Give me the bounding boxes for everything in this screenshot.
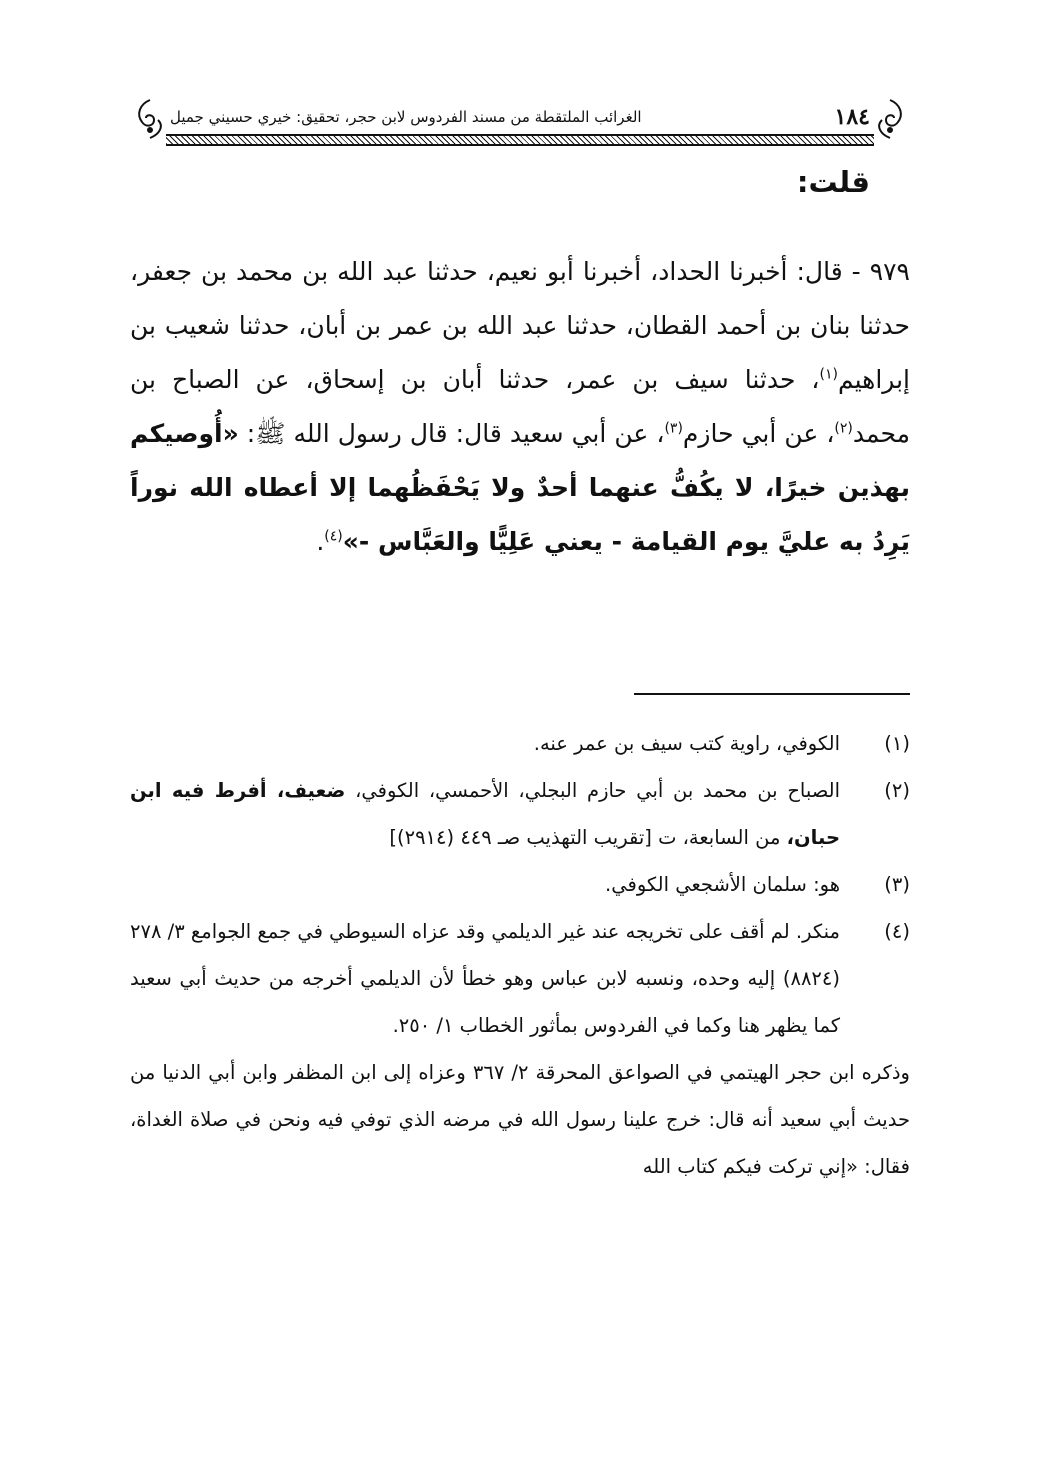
page-number: ١٨٤ (834, 104, 870, 130)
footnote-text: هو: سلمان الأشجعي الكوفي. (605, 873, 840, 896)
footnote-number: (٤) (884, 920, 910, 943)
footnote-number: (٣) (884, 873, 910, 896)
footnote-item (130, 908, 910, 1049)
footnote-ref-3[interactable]: (٣) (664, 420, 683, 437)
matn-text: «أُوصيكم بهذين خيرًا، لا يكُفُّ عنهما أحدٌ ولا يَحْفَظُهما إلا أعطاه الله نوراً يَرِدُ به عليَّ يوم القيامة - يعني عَلِيًّا والعَبَّاس -» (130, 419, 910, 556)
isnad-text-3: ، عن أبي حازم (682, 419, 835, 448)
running-title: الغرائب الملتقطة من مسند الفردوس لابن حجر، تحقيق: خيري حسيني جميل (170, 108, 642, 126)
isnad-text-2: ، حدثنا سيف بن عمر، حدثنا أبان بن إسحاق، عن الصباح بن محمد (130, 365, 910, 448)
page-header (130, 96, 910, 150)
footnotes (130, 720, 910, 1190)
footnote-number: (١) (884, 732, 910, 755)
footnote-text: الكوفي، راوية كتب سيف بن عمر عنه. (533, 732, 840, 755)
footnote-separator (634, 693, 910, 695)
footnote-text: منكر. لم أقف على تخريجه عند غير الديلمي وقد عزاه السيوطي في جمع الجوامع ٣/ ٢٧٨ (٨٨٢٤) إليه وحده، ونسبه لابن عباس وهو خطأ لأن الديلمي أخرجه من حديث أبي سعيد كما يظهر هنا وكما في الفردوس بمأثور الخطاب ١/ ٢٥٠. (130, 920, 840, 1037)
footnote-number: (٢) (884, 779, 910, 802)
end-period: . (316, 527, 325, 556)
footnote-text-tail: من السابعة، ت [تقريب التهذيب صـ ٤٤٩ (٢٩١٤)] (389, 826, 787, 849)
footnote-text-bold: ضعيف، أفرط فيه ابن حبان، (130, 779, 840, 849)
footnote-ref-4[interactable]: (٤) (324, 528, 343, 545)
footnote-item (130, 720, 910, 767)
header-border (166, 134, 874, 146)
isnad-text-4: ، عن أبي سعيد قال: قال رسول الله ﷺ: (238, 419, 665, 448)
footnote-continuation: وذكره ابن حجر الهيتمي في الصواعق المحرقة ٢/ ٣٦٧ وعزاه إلى ابن المظفر وابن أبي الدنيا من حديث أبي سعيد أنه قال: خرج علينا رسول الله في مرضه الذي توفي فيه ونحن في صلاة الغداة، فقال: «إني تركت فيكم كتاب الله (130, 1061, 910, 1178)
ornament-left-icon (130, 96, 170, 142)
footnote-item (130, 861, 910, 908)
footnote-item (130, 767, 910, 861)
hadith-paragraph (130, 245, 910, 569)
section-label: قلت: (796, 165, 870, 199)
footnote-ref-2[interactable]: (٢) (834, 420, 853, 437)
footnote-ref-1[interactable]: (١) (819, 366, 838, 383)
isnad-text: ٩٧٩ - قال: أخبرنا الحداد، أخبرنا أبو نعيم، حدثنا عبد الله بن محمد بن جعفر، حدثنا بنان بن أحمد القطان، حدثنا عبد الله بن عمر بن أبان، حدثنا شعيب بن إبراهيم (130, 257, 910, 394)
ornament-right-icon (870, 96, 910, 142)
footnote-text (130, 767, 840, 861)
footnote-text-plain: الصباح بن محمد بن أبي حازم البجلي، الأحمسي، الكوفي، (345, 779, 841, 802)
